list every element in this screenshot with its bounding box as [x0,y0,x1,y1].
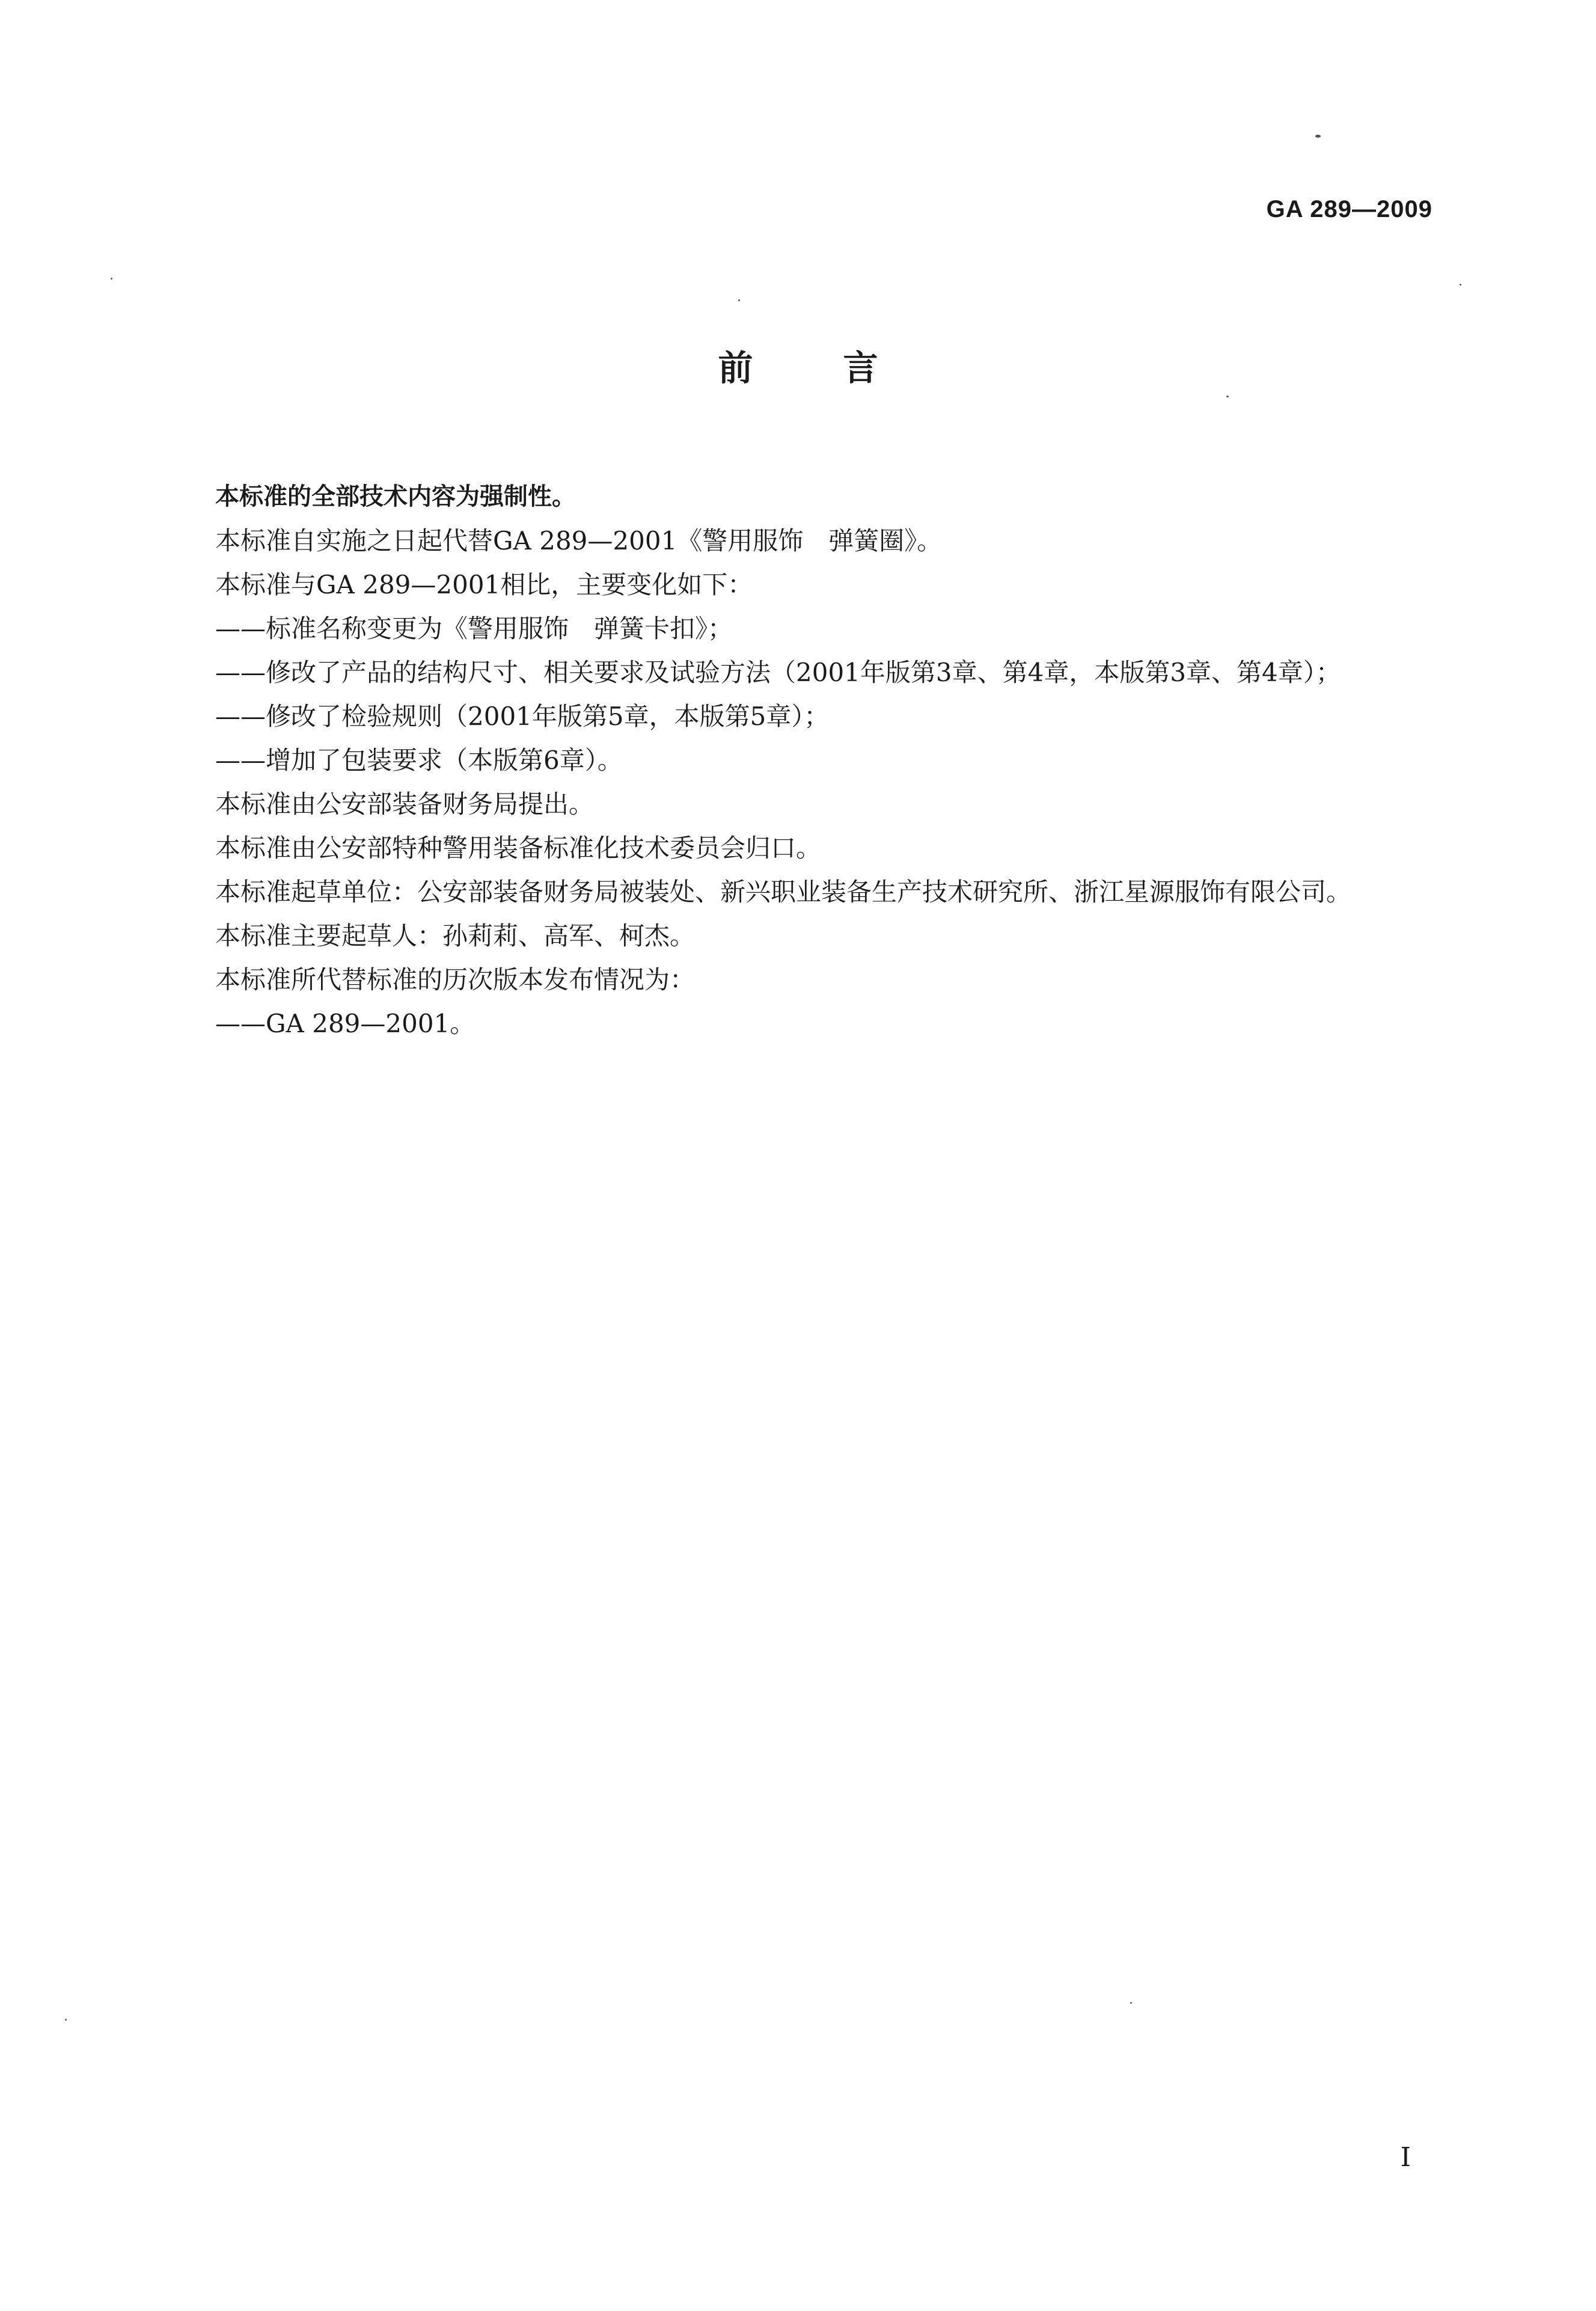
scan-speck [1315,135,1321,138]
scan-speck [65,2019,67,2021]
change-item-packaging: ——增加了包装要求（本版第6章）。 [215,745,623,775]
change-item-name: ——标准名称变更为《警用服饰 弹簧卡扣》； [215,614,733,643]
proposer-statement: 本标准由公安部装备财务局提出。 [215,789,595,819]
page-number: I [1400,2142,1411,2173]
previous-edition-item: ——GA 289—2001。 [215,1009,475,1038]
drafters: 本标准主要起草人：孙莉莉、高军、柯杰。 [215,921,696,950]
replacement-statement: 本标准自实施之日起代替GA 289—2001《警用服饰 弹簧圈》。 [215,526,943,556]
change-item-inspection: ——修改了检验规则（2001年版第5章，本版第5章）； [215,702,830,731]
mandatory-statement: 本标准的全部技术内容为强制性。 [215,483,576,510]
scan-speck [738,299,740,301]
scan-speck [1130,2002,1132,2004]
scan-speck [1226,396,1229,397]
page-title: 前言 [718,347,968,388]
foreword-body [157,475,1438,1045]
committee-statement: 本标准由公安部特种警用装备标准化技术委员会归口。 [215,833,822,863]
previous-editions-intro: 本标准所代替标准的历次版本发布情况为： [215,965,696,994]
change-item-structure: ——修改了产品的结构尺寸、相关要求及试验方法（2001年版第3章、第4章，本版第3章、第4章）； [215,658,1341,687]
drafting-units: 本标准起草单位：公安部装备财务局被装处、新兴职业装备生产技术研究所、浙江星源服饰有限公司。 [215,877,1352,907]
changes-intro: 本标准与GA 289—2001相比，主要变化如下： [215,570,753,599]
scan-speck [111,278,112,280]
scan-speck [1460,284,1461,286]
standard-code: GA 289—2009 [1266,196,1432,222]
